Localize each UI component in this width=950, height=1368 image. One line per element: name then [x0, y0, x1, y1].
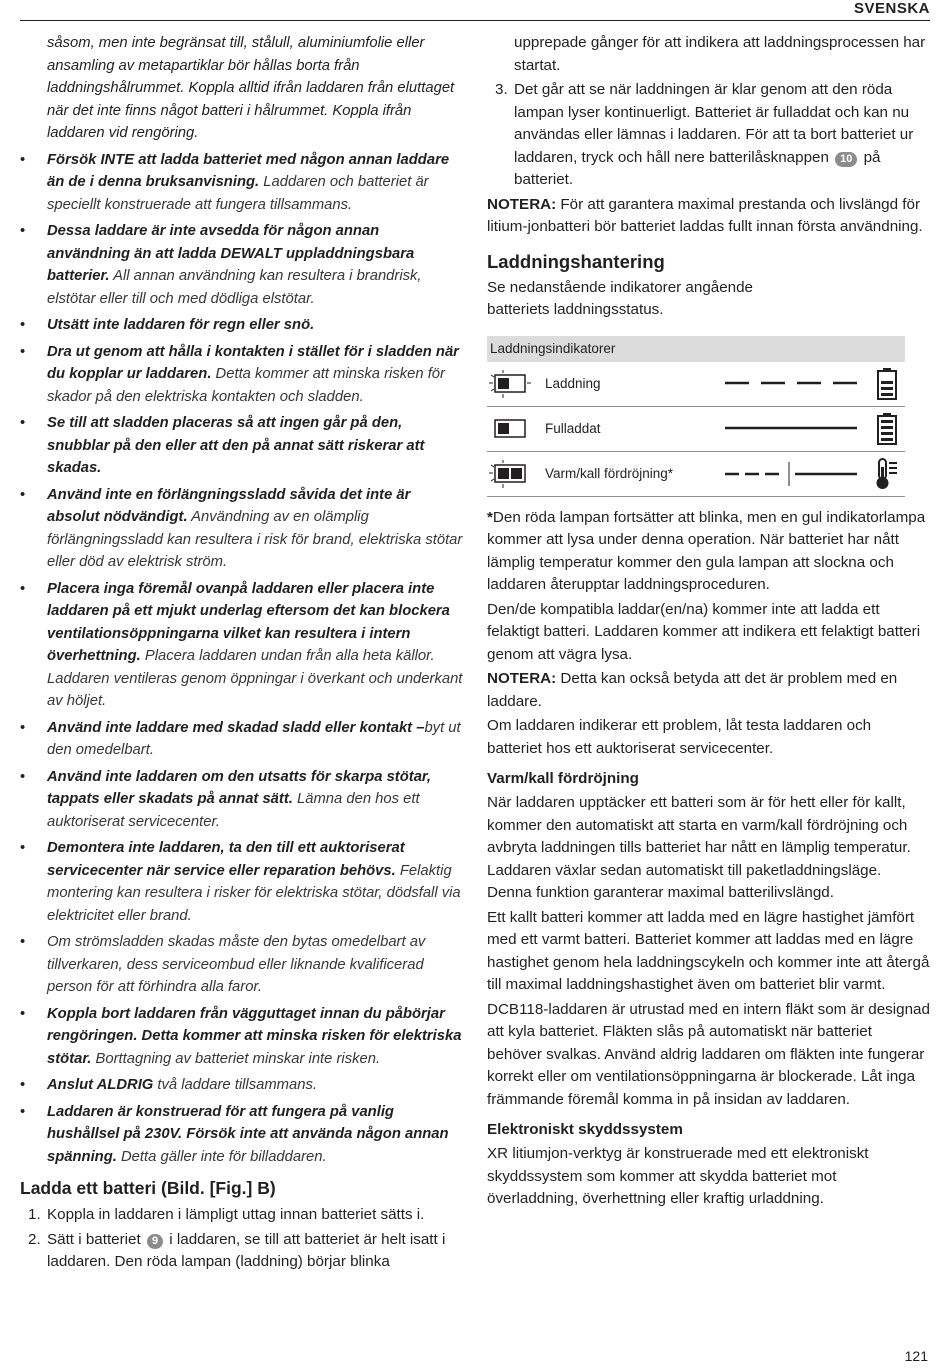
test-paragraph: Om laddaren indikerar ett problem, låt testa laddaren och batteriet hos ett auktoriserat servicecenter. — [487, 717, 872, 757]
footnote-text: Den röda lampan fortsätter att blinka, men en gul indikatorlampa kommer att lysa under denna operation. När batteriet har nått lämplig temperatur kommer den gula lampan att slockna och laddaren återupptar laddningsproceduren. — [487, 508, 926, 593]
bullet-bold-text: Använd inte en förlängningssladd såvida det inte är absolut nödvändigt. — [47, 486, 411, 525]
safety-bullet — [20, 341, 465, 409]
language-label: SVENSKA — [853, 0, 930, 17]
step-text-pre: Det går att se när laddningen är klar genom att den röda lampan lyser kontinuerligt. Batteriet är fulladdat och kan nu användas eller lämnas i laddaren. För att ta bort batteriet ur laddaren, tryck och håll nere batterilåsknappen — [514, 81, 914, 166]
protection-title: Elektroniskt skyddssystem — [487, 1121, 683, 1138]
bullet-dot: • — [20, 719, 26, 736]
hotcold-paragraph-2: Ett kallt batteri kommer att ladda med en lägre hastighet jämfört med ett varmt batteri. Batteriet kommer att laddas med en lägre hastighet genom hela laddningscykeln och kommer inte att återgå till maximal laddningshastighet även om batteriet blir varmt. — [487, 908, 930, 993]
charge-steps-cont — [487, 79, 930, 192]
step-number: 2. — [28, 1230, 41, 1248]
note-text: Detta kan också betyda att det är problem med en laddare. — [487, 670, 898, 710]
safety-bullet — [20, 484, 465, 574]
safety-bullet — [20, 1003, 465, 1071]
bullet-dot: • — [20, 1077, 26, 1093]
callout-badge-10: 10 — [835, 152, 857, 167]
step-text-post: i laddaren, se till att batteriet är helt isatt i laddaren. Den röda lampan (laddning) börjar blinka — [47, 1230, 446, 1270]
safety-bullet — [20, 412, 465, 480]
bullet-dot: • — [20, 151, 26, 168]
bullet-bold-text: Använd inte laddare med skadad sladd eller kontakt – — [47, 719, 425, 736]
bullet-bold-text: Dessa laddare är inte avsedda för någon annan användning än att ladda DEWALT uppladdningsbara batterier. — [47, 223, 415, 284]
bullet-dot: • — [20, 223, 26, 239]
bullet-text: Placera laddaren undan från alla heta källor. Laddaren ventileras genom öppningar i överkant och underkant av höljet. — [47, 648, 463, 709]
note-text: För att garantera maximal prestanda och livslängd för litium-jonbatteri bör batteriet laddas fullt innan första användning. — [487, 195, 923, 235]
hotcold-paragraph-3: DCB118-laddaren är utrustad med en intern fläkt som är designad att kyla batteriet. Fläkten slås på automatiskt när batteriet behöver svalkas. Använd aldrig laddaren om fläkten inte fungerar korrekt eller om ventilationsöppningarna är blockerade. Låt inga främmande föremål komma in på insidan av laddaren. — [487, 1000, 930, 1108]
footnote-star: * — [487, 508, 493, 526]
safety-bullet — [20, 314, 465, 337]
charging-title: Laddningshantering — [487, 250, 665, 272]
safety-bullet — [20, 717, 465, 762]
safety-bullet — [20, 1101, 465, 1169]
safety-bullet — [20, 837, 465, 927]
bullet-text: Om strömsladden skadas måste den bytas omedelbart av tillverkaren, dess serviceombud eller liknande kvalificerad person för att förhindra alla faror. — [47, 934, 426, 995]
step-number: 3. — [495, 81, 508, 98]
indicator-label: Laddning — [545, 375, 601, 391]
battery-full-icon — [877, 413, 897, 445]
right-column — [487, 32, 930, 1211]
blink-then-steady-pattern-icon — [725, 459, 865, 489]
step-2 — [20, 1229, 465, 1274]
callout-badge-9: 9 — [147, 1234, 163, 1249]
left-column — [20, 32, 465, 1274]
bullet-text: Borttagning av batteriet minskar inte risken. — [91, 1050, 381, 1067]
indicator-row-full — [487, 407, 905, 452]
note-label: NOTERA: — [487, 670, 557, 687]
page-number: 121 — [904, 1348, 928, 1364]
bullet-dot: • — [20, 934, 26, 950]
step-text-pre: Sätt i batteriet — [47, 1230, 145, 1248]
charger-steady-icon — [487, 414, 531, 444]
safety-bullet — [20, 931, 465, 999]
step-1 — [20, 1204, 465, 1227]
bullet-dot: • — [20, 317, 26, 333]
bullet-text: Detta kommer att minska risken för skador på den elektriska kontakten och sladden. — [47, 366, 445, 405]
bullet-bold-text: Placera inga föremål ovanpå laddaren eller placera inte laddaren på ett mjukt underlag eftersom det kan blockera ventilationsöppningarna vilket kan resultera i intern överhettning. — [47, 580, 450, 664]
charger-dual-blinking-icon — [487, 459, 531, 489]
step-3 — [487, 79, 930, 192]
bullet-dot: • — [20, 1103, 26, 1120]
safety-bullet — [20, 1074, 465, 1097]
safety-bullet-list — [20, 149, 465, 1169]
note-paragraph-2 — [487, 668, 930, 713]
bullet-dot: • — [20, 486, 26, 503]
safety-bullet — [20, 578, 465, 713]
bullet-bold-text: Försök INTE att ladda batteriet med någon annan laddare än de i denna bruksanvisning. — [47, 151, 450, 190]
charging-intro: Se nedanstående indikatorer angående batteriets laddningsstatus. — [487, 278, 753, 318]
bullet-text: Felaktig montering kan resultera i risker för elektriska stötar, dödsfall via elektricitet eller brand. — [47, 862, 461, 924]
bullet-bold-text: Demontera inte laddaren, ta den till ett auktoriserat servicecenter när service eller reparation behövs. — [47, 840, 405, 879]
step-text-post: på batteriet. — [514, 148, 881, 188]
indicator-table — [487, 336, 905, 497]
indicator-label: Fulladdat — [545, 420, 601, 436]
bullet-dot: • — [20, 580, 26, 597]
bullet-bold-text: Använd inte laddaren om den utsatts för skarpa stötar, tappats eller skadats på annat sätt. — [47, 768, 431, 807]
charge-section-title: Ladda ett batteri (Bild. [Fig.] B) — [20, 1178, 276, 1198]
bullet-bold-text: Laddaren är konstruerad för att fungera på vanlig hushållsel på 230V. Försök inte att använda någon annan spänning. — [47, 1103, 449, 1165]
footnote — [487, 507, 930, 597]
step-2-continuation: upprepade gånger för att indikera att laddningsprocessen har startat. — [514, 34, 926, 74]
bullet-text: Lämna den hos ett auktoriserat servicecenter. — [47, 791, 420, 830]
steady-pattern-icon — [725, 423, 865, 433]
safety-bullet — [20, 220, 465, 310]
bullet-text: Detta gäller inte för billaddaren. — [116, 1148, 327, 1165]
indicator-row-hotcold — [487, 452, 905, 497]
blinking-pattern-icon — [725, 378, 865, 388]
safety-continuation: såsom, men inte begränsat till, stålull, aluminiumfolie eller ansamling av metapartiklar bör hållas borta från laddningshålrummet. Koppla alltid ifrån laddaren från eluttaget när det inte finns något batteri i hålrummet. Koppla ifrån laddaren vid rengöring. — [47, 35, 455, 141]
indicator-row-charging — [487, 362, 905, 407]
indicator-table-header: Laddningsindikatorer — [487, 336, 905, 362]
step-number: 1. — [28, 1206, 41, 1223]
bullet-text: byt ut den omedelbart. — [47, 719, 461, 758]
indicator-label: Varm/kall fördröjning* — [545, 465, 674, 481]
header-rule — [20, 20, 930, 21]
safety-bullet — [20, 149, 465, 217]
bullet-text: Laddaren och batteriet är speciellt konstruerade att fungera tillsammans. — [47, 174, 429, 213]
hotcold-paragraph-1: När laddaren upptäcker ett batteri som är för hett eller för kallt, kommer den automatiskt att starta en varm/kall fördröjning och avbryta laddningen tills batteriet har nått en lämplig temperatur. Laddaren växlar sedan automatiskt till paketladdningsläge. Denna funktion garanterar maximal batterilivslängd. — [487, 794, 911, 901]
bullet-dot: • — [20, 1005, 26, 1022]
bullet-dot: • — [20, 840, 26, 856]
bullet-bold-text: Koppla bort laddaren från vägguttaget innan du påbörjar rengöringen. Detta kommer att minska risken för elektriska stötar. — [47, 1005, 462, 1067]
protection-paragraph: XR litiumjon-verktyg är konstruerade med ett elektroniskt skyddssystem som kommer att skydda batteriet mot överladdning, överhettning eller kraftig urladdning. — [487, 1145, 869, 1207]
charger-blinking-icon — [487, 369, 531, 399]
bullet-bold-text: Se till att sladden placeras så att ingen går på den, snubblar på den eller att den på annat sätt riskerar att skadas. — [47, 415, 425, 476]
bullet-text: Användning av en olämplig förlängningssladd kan resultera i risk för brand, elektriska stötar eller död av elektrisk ström. — [47, 509, 463, 570]
battery-charging-icon — [877, 368, 897, 400]
bullet-bold-text: Dra ut genom att hålla i kontakten i stället för i sladden när du kopplar ur laddaren. — [47, 343, 459, 382]
thermometer-icon — [873, 457, 899, 491]
bullet-text: två laddare tillsammans. — [153, 1077, 317, 1093]
bullet-bold-text: Utsätt inte laddaren för regn eller snö. — [47, 317, 315, 333]
bullet-bold-text: Anslut ALDRIG — [47, 1077, 154, 1093]
bullet-dot: • — [20, 343, 26, 360]
note-paragraph — [487, 194, 930, 239]
bullet-dot: • — [20, 415, 26, 431]
step-text: Koppla in laddaren i lämpligt uttag innan batteriet sätts i. — [47, 1206, 425, 1223]
safety-bullet — [20, 766, 465, 834]
hotcold-title: Varm/kall fördröjning — [487, 770, 639, 787]
charge-steps — [20, 1204, 465, 1274]
bullet-dot: • — [20, 768, 26, 785]
bullet-text: All annan användning kan resultera i brandrisk, elstötar eller till och med dödliga elstötar. — [47, 268, 422, 307]
compat-paragraph: Den/de kompatibla laddar(en/na) kommer inte att ladda ett felaktigt batteri. Laddaren kommer att indikera ett felaktigt batteri genom att vägra lysa. — [487, 600, 921, 663]
note-label: NOTERA: — [487, 195, 557, 213]
